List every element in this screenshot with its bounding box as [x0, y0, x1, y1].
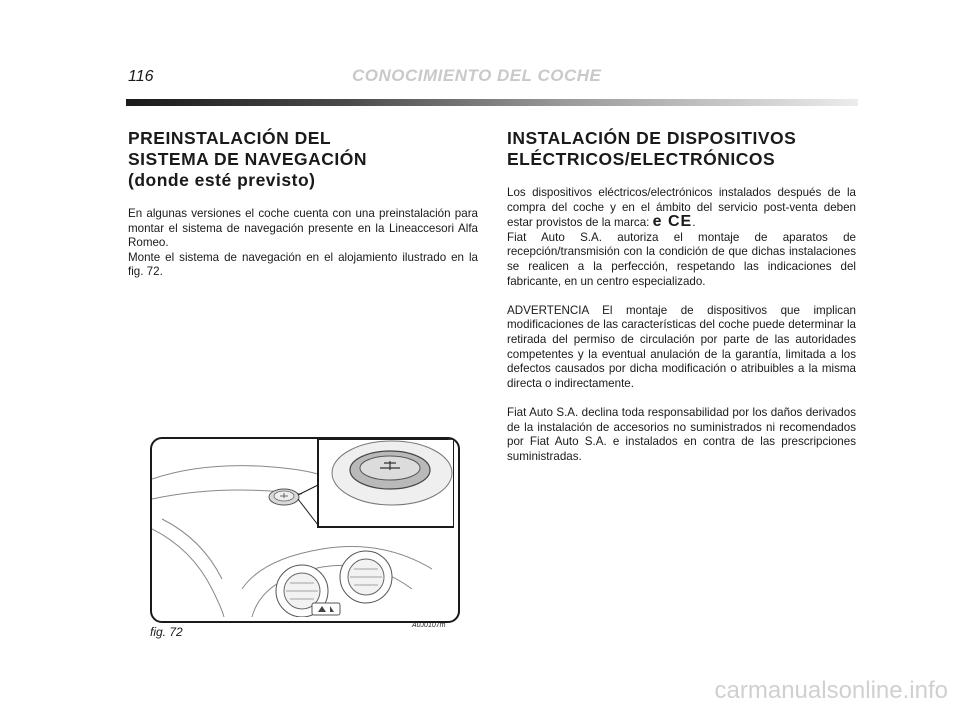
navigation-heading — [128, 128, 478, 191]
paragraph: Monte el sistema de navegación en el alojamiento ilustrado en la fig. 72. — [128, 250, 478, 279]
navigation-button-small — [269, 489, 299, 505]
heading-line: (donde esté previsto) — [128, 170, 316, 190]
devices-body — [507, 186, 856, 464]
devices-heading — [507, 128, 856, 170]
paragraph-end: . — [692, 216, 696, 230]
paragraph: Fiat Auto S.A. autoriza el montaje de aparatos de recepción/transmisión con la condición de que dichas instalaciones se realicen a la perfección, respetando las indicaciones del fabricante, en un centro especializado. — [507, 230, 856, 288]
heading-line: INSTALACIÓN DE DISPOSITIVOS — [507, 128, 797, 148]
figure-navigation-housing — [150, 437, 460, 623]
air-vent-right — [340, 551, 392, 603]
dashboard-illustration — [152, 439, 454, 617]
heading-line: SISTEMA DE NAVEGACIÓN — [128, 149, 367, 169]
right-column — [507, 128, 856, 464]
ce-mark: e CE — [652, 213, 693, 231]
figure-caption: fig. 72 — [150, 625, 183, 639]
page-number: 116 — [128, 68, 154, 85]
paragraph: Fiat Auto S.A. declina toda responsabilidad por los daños derivados de la instalación de accesorios no suministrados ni recomendados por Fiat Auto S.A. e instalados en contra de las prescripciones suministradas. — [507, 405, 856, 463]
heading-line: ELÉCTRICOS/ELECTRÓNICOS — [507, 149, 776, 169]
running-head: CONOCIMIENTO DEL COCHE — [352, 66, 602, 85]
paragraph: En algunas versiones el coche cuenta con una preinstalación para montar el sistema de navegación presente en la Lineaccesori Alfa Romeo. — [128, 207, 478, 250]
header-rule — [126, 99, 858, 106]
switch-panel — [312, 603, 340, 615]
paragraph-text: Los dispositivos eléctricos/electrónicos instalados después de la compra del coche y en el ámbito del servicio post-venta deben estar provistos de la marca: — [507, 186, 856, 230]
navigation-button-detail — [332, 441, 452, 505]
paragraph — [507, 186, 856, 231]
figure-code: A0J0107m — [412, 622, 446, 629]
navigation-body — [128, 207, 478, 280]
heading-line: PREINSTALACIÓN DEL — [128, 128, 332, 148]
left-column — [128, 128, 478, 280]
watermark: carmanualsonline.info — [714, 677, 948, 704]
paragraph: ADVERTENCIA El montaje de dispositivos que implican modificaciones de las características del coche puede determinar la retirada del permiso de circulación por parte de las autoridades competentes y la eventual anulación de la garantía, limitada a los defectos causados por dicha modificación o atribuibles a la misma directa o indirectamente. — [507, 303, 856, 390]
